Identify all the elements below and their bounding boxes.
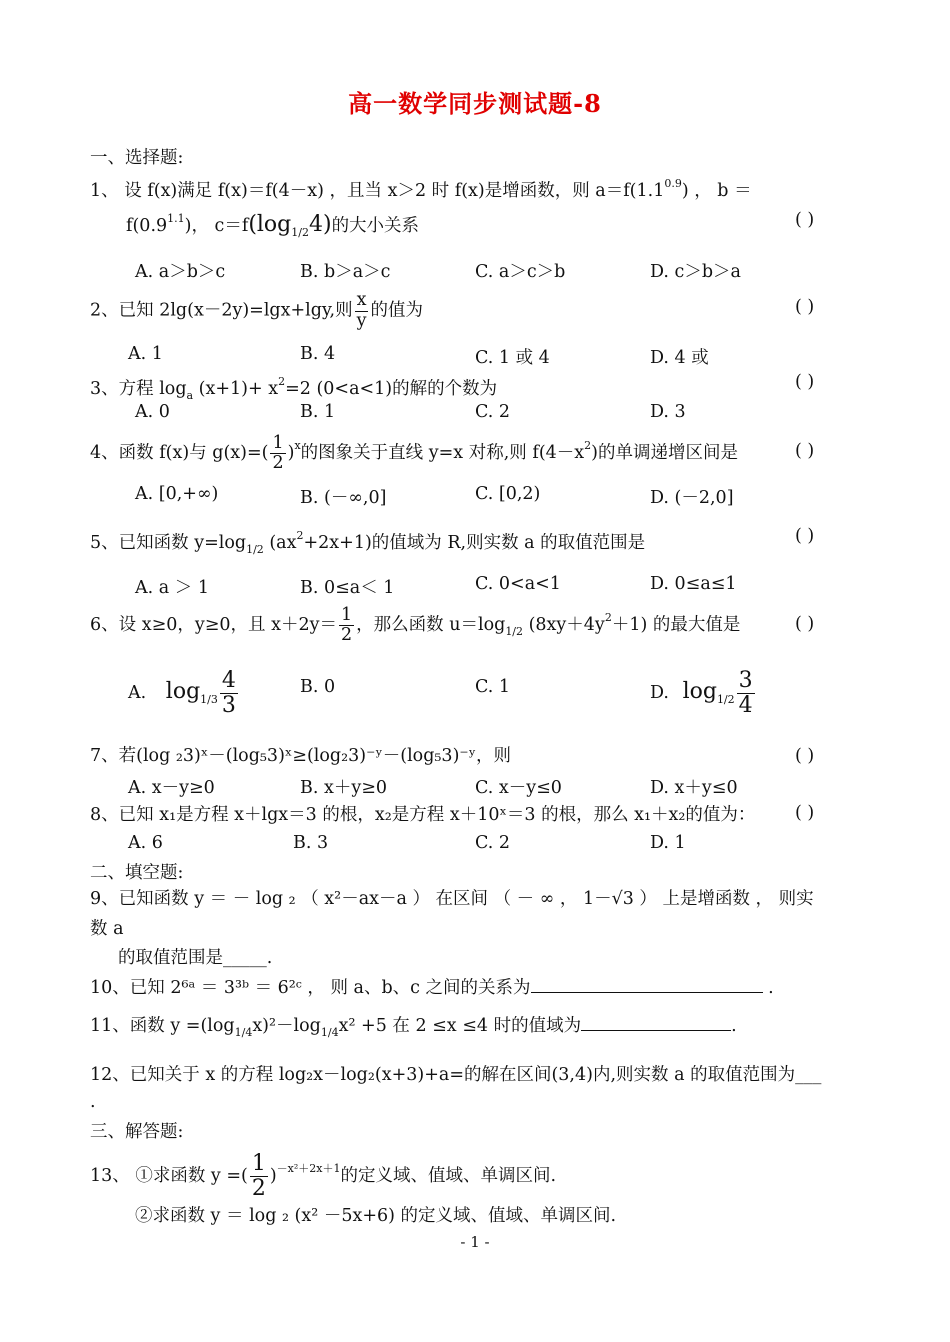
question-10: 10、已知 2⁶ᵃ ＝ 3³ᵇ ＝ 6²ᶜ ， 则 a、b、c 之间的关系为 .: [90, 978, 774, 998]
question-4: 4、函数 f(x)与 g(x)=( $\frac{1}{2}$ )$^x$的图象关于直线 y=x 对称,则 $f(4-x^2)$的单调递增区间是: [90, 432, 738, 473]
q7-option-b: B. x＋y≥0: [300, 778, 388, 798]
answer-paren: ( ): [795, 210, 815, 230]
question-6: 6、设 x≥0，y≥0，且 x＋2y＝ $\frac{1}{2}$ ，那么函数 $u=\log_{1/2}$ $(8xy+4y^2+1)$ 的最大值是: [90, 604, 741, 645]
q2-option-a: A. 1: [128, 344, 163, 364]
q6-option-b: B. 0: [300, 677, 336, 697]
q3-option-d: D. 3: [650, 402, 686, 422]
q7-option-a: A. x－y≥0: [128, 778, 215, 798]
answer-paren: ( ): [795, 372, 815, 392]
section-heading-solve: 三、解答题:: [90, 1122, 184, 1142]
q7-option-d: D. x＋y≤0: [650, 778, 738, 798]
question-2: 2、已知 2lg(x－2y)=lgx+lgy,则 $\frac{x}{y}$ 的值为: [90, 290, 423, 331]
question-7: 7、若(log ₂3)ˣ－(log₅3)ˣ≥(log₂3)⁻ʸ－(log₅3)⁻ʸ，则: [90, 746, 512, 766]
page-title: 高一数学同步测试题-8: [348, 89, 602, 118]
q6-option-a: A. $\log_{1/3}$ $\frac{4}{3}$: [128, 668, 236, 718]
question-12-line-2: .: [90, 1092, 96, 1112]
q2-option-d: D. 4 或: [650, 348, 709, 368]
q8-option-c: C. 2: [475, 833, 511, 853]
q1-option-d: D. c＞b＞a: [650, 262, 741, 282]
question-9-line-2: 数 a: [90, 919, 124, 939]
section-heading-fill: 二、填空题:: [90, 863, 184, 883]
question-9-line-1: 9、已知函数 y ＝ － log ₂ （ x²－ax－a ） 在区间 （ － ∞ ， 1－√3 ） 上是增函数 ， 则实: [90, 889, 814, 909]
page-number: - 1 -: [460, 1233, 490, 1251]
answer-paren: ( ): [795, 526, 815, 546]
q5-option-a: A. a ＞ 1: [135, 578, 209, 598]
q6-option-c: C. 1: [475, 677, 511, 697]
q1-option-b: B. b＞a＞c: [300, 262, 391, 282]
question-13-part-2: ②求函数 y ＝ log ₂ (x² －5x+6) 的定义域、值域、单调区间.: [135, 1206, 617, 1226]
question-3: 3、方程 $\log_a (x+1)+ x^2=2$ (0<a<1)的解的个数为: [90, 375, 498, 402]
q7-option-c: C. x－y≤0: [475, 778, 562, 798]
question-1-line-2: $f(0.9^{1.1})$， $c=f(\log_{1/2}4)$的大小关系: [126, 212, 420, 239]
answer-paren: ( ): [795, 441, 815, 461]
question-1-line-1: 1、 设 f(x)满足 f(x)＝f(4－x) ，且当 x＞2 时 f(x)是增函数，则 $a=f(1.1^{0.9})$ ， b ＝: [90, 177, 752, 201]
q4-option-c: C. [0,2): [475, 484, 541, 504]
answer-paren: ( ): [795, 803, 815, 823]
q4-option-b: B. (－∞,0]: [300, 488, 387, 508]
question-5: 5、已知函数 $y=\log_{1/2}$ $(ax^2+2x+1)$的值域为 R,则实数 a 的取值范围是: [90, 529, 646, 556]
answer-blank[interactable]: [531, 992, 763, 993]
q5-option-d: D. 0≤a≤1: [650, 574, 737, 594]
question-9-line-3: 的取值范围是_____.: [118, 948, 273, 968]
q8-option-b: B. 3: [293, 833, 329, 853]
answer-paren: ( ): [795, 297, 815, 317]
question-11: 11、函数 $y =(\log_{1/4}x)^2-\log_{1/4}x^2 +5$ 在 2 ≤x ≤4 时的值域为 .: [90, 1016, 737, 1039]
q4-option-d: D. (－2,0]: [650, 488, 734, 508]
q8-option-d: D. 1: [650, 833, 686, 853]
q2-option-b: B. 4: [300, 344, 336, 364]
q3-option-c: C. 2: [475, 402, 511, 422]
question-12: 12、已知关于 x 的方程 log₂x－log₂(x+3)+a=的解在区间(3,4)内,则实数 a 的取值范围为___: [90, 1065, 822, 1085]
q1-option-a: A. a＞b＞c: [135, 262, 226, 282]
q5-option-b: B. 0≤a＜ 1: [300, 578, 395, 598]
q4-option-a: A. [0,+∞): [135, 484, 219, 504]
q3-option-a: A. 0: [135, 402, 170, 422]
q2-option-c: C. 1 或 4: [475, 348, 550, 368]
answer-paren: ( ): [795, 746, 815, 766]
answer-blank[interactable]: [581, 1030, 731, 1031]
q3-option-b: B. 1: [300, 402, 336, 422]
q8-option-a: A. 6: [128, 833, 163, 853]
answer-paren: ( ): [795, 614, 815, 634]
q5-option-c: C. 0<a<1: [475, 574, 561, 594]
question-13-part-1: 13、 ①求函数 y =( $\frac{1}{2}$ )$^{-x^2+2x+1}$的定义域、值域、单调区间.: [90, 1151, 557, 1201]
section-heading-choice: 一、选择题:: [90, 148, 184, 168]
q1-option-c: C. a＞c＞b: [475, 262, 566, 282]
question-8: 8、已知 x₁是方程 x＋lgx＝3 的根，x₂是方程 x＋10ˣ＝3 的根，那么 x₁＋x₂的值为：: [90, 805, 756, 825]
q6-option-d: D. $\log_{1/2}$ $\frac{3}{4}$: [650, 668, 753, 718]
